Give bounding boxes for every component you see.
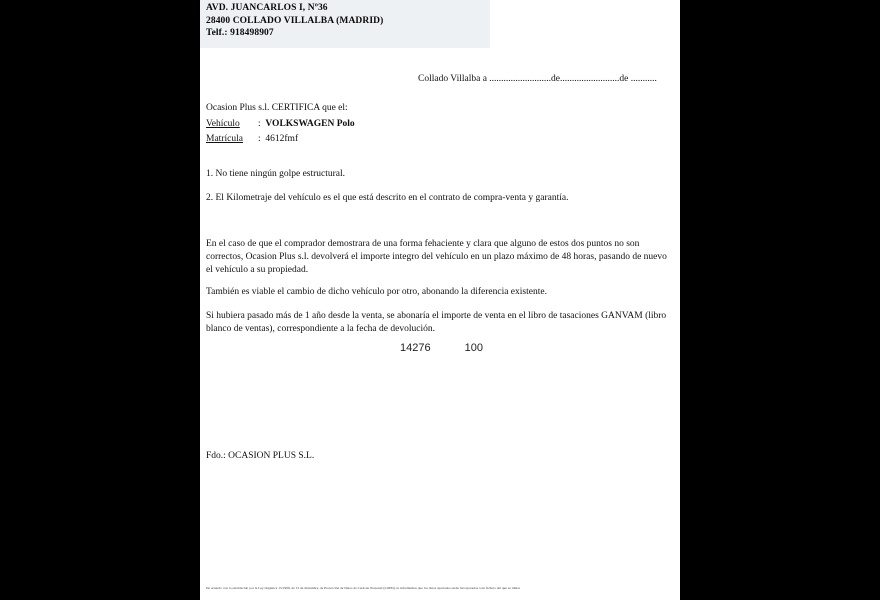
company-header <box>200 0 490 48</box>
vehicle-value: VOLKSWAGEN Polo <box>265 119 355 129</box>
signature-line: Fdo.: OCASION PLUS S.L. <box>206 451 315 461</box>
header-address-line-2: 28400 COLLADO VILLALBA (MADRID) <box>206 15 384 26</box>
clause-item-1: 1. No tiene ningún golpe estructural. <box>206 169 346 179</box>
document-page <box>200 0 680 600</box>
clause-item-2: 2. El Kilometraje del vehículo es el que está descrito en el contrato de compra-venta y garantía. <box>206 193 569 203</box>
plate-label: Matrícula <box>206 134 243 144</box>
paragraph-refund-terms: En el caso de que el comprador demostrara de una forma fehaciente y clara que alguno de estos dos puntos no son correctos, Ocasion Plus s.l. devolverá el importe integro del vehículo en un plazo máximo de 48 horas, pasando de nuevo el vehículo a su propiedad. <box>206 239 667 275</box>
plate-separator: : <box>258 134 261 144</box>
plate-value: 4612fmf <box>265 134 299 144</box>
vehicle-field <box>206 118 355 131</box>
plate-field <box>206 133 298 146</box>
overlay-number-1: 14276 <box>400 342 431 354</box>
vehicle-label: Vehículo <box>206 119 240 129</box>
vehicle-separator: : <box>258 119 261 129</box>
overlay-numbers <box>400 342 483 354</box>
certification-intro: Ocasion Plus s.l. CERTIFICA que el: <box>206 103 348 113</box>
header-phone-line: Telf.: 918498907 <box>206 28 274 38</box>
place-and-date-line: Collado Villalba a ..........................de.........................de ........... <box>418 74 657 84</box>
paragraph-ganvam-valuation: Si hubiera pasado más de 1 año desde la venta, se abonaría el importe de venta en el libro de tasaciones GANVAM (libro blanco de ventas), correspondiente a la fecha de devolución. <box>206 311 667 334</box>
footer-legal-notice: De acuerdo con lo establecido por la Ley Orgánica 15/1999, de 13 de diciembre, de Protección de Datos de Carácter Personal (LOPD), le informamos que los datos aportados serán incorporados a un fichero del que es titular <box>206 586 521 590</box>
overlay-number-2: 100 <box>464 342 483 354</box>
header-address-line-1: AVD. JUANCARLOS I, Nº36 <box>206 3 328 13</box>
paragraph-vehicle-exchange: También es viable el cambio de dicho vehículo por otro, abonando la diferencia existente. <box>206 287 547 297</box>
